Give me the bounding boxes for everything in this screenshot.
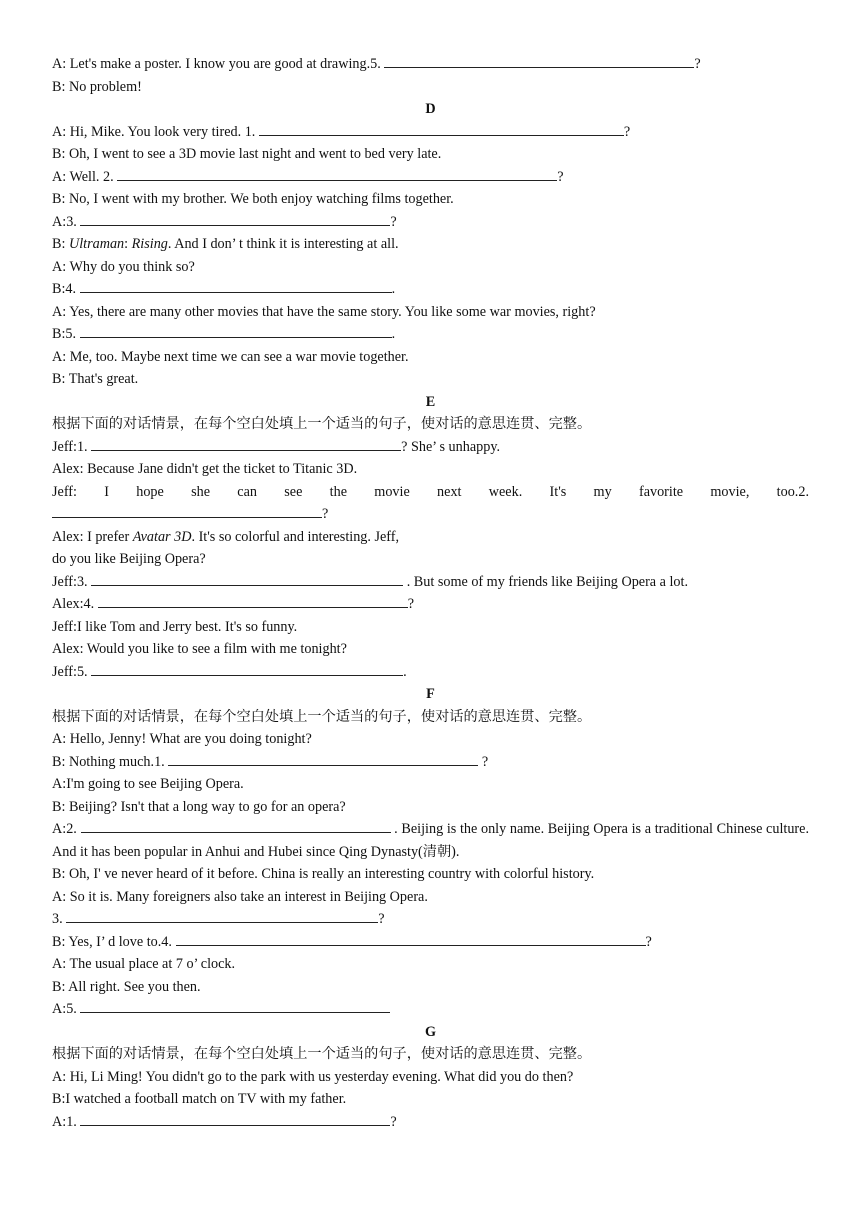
dialogue-line: [52, 436, 809, 459]
line-text: A:5.: [52, 1001, 81, 1017]
dialogue-line: Alex: Because Jane didn't get the ticket to Titanic 3D.: [52, 461, 358, 477]
line-text: ?: [478, 753, 489, 770]
dialogue-line: [52, 751, 809, 774]
line-text: B:5.: [52, 326, 80, 342]
line-text: B:: [52, 236, 69, 252]
line-text: ?: [390, 213, 397, 230]
line-text: ?: [322, 506, 329, 522]
line-text: . And I don’ t think it is interesting at all.: [167, 236, 399, 252]
line-text: Alex:4.: [52, 596, 98, 612]
line-text: A: Well. 2.: [52, 168, 118, 185]
line-text: A: Let's make a poster. I know you are good at drawing.5.: [52, 56, 385, 72]
answer-blank[interactable]: [168, 752, 478, 766]
line-text: A:2.: [52, 821, 81, 837]
line-text: ?: [645, 933, 652, 950]
line-text: A: Hi, Mike. You look very tired. 1.: [52, 123, 259, 140]
line-text: B: Yes, I’ d love to.4.: [52, 933, 176, 950]
dialogue-line: Jeff: I hope she can see the movie next week. It's my favorite movie, too.2.: [52, 483, 809, 500]
line-text: Jeff:3.: [52, 573, 92, 590]
section-instruction: 根据下面的对话情景，在每个空白处填上一个适当的句子，使对话的意思连贯、完整。: [52, 416, 592, 432]
line-text: ?: [378, 911, 385, 927]
movie-title: Avatar 3D: [132, 528, 192, 545]
dialogue-line: [52, 503, 809, 526]
section-instruction: 根据下面的对话情景，在每个空白处填上一个适当的句子，使对话的意思连贯、完整。: [52, 1046, 592, 1062]
dialogue-line: [52, 211, 809, 234]
dialogue-line: [52, 818, 809, 863]
line-text: ?: [407, 596, 415, 612]
dialogue-line: [52, 121, 809, 144]
dialogue-line: [52, 593, 809, 616]
answer-blank[interactable]: [66, 909, 378, 923]
line-text: Jeff:1.: [52, 438, 92, 455]
line-text: . Beijing is the only name. Beijing Opera is a traditional Chinese culture. And it has been popular in Anhui and Hubei since Qing Dynasty(清朝).: [52, 821, 809, 860]
line-text: Alex: I prefer: [52, 528, 133, 545]
answer-blank[interactable]: [91, 437, 401, 451]
answer-blank[interactable]: [52, 504, 322, 518]
answer-blank[interactable]: [80, 212, 390, 226]
line-text: B:4.: [52, 281, 80, 297]
line-text: Jeff:5.: [52, 663, 92, 680]
section-instruction: 根据下面的对话情景，在每个空白处填上一个适当的句子，使对话的意思连贯、完整。: [52, 708, 592, 725]
dialogue-line: [52, 661, 809, 684]
dialogue-line: A: Hi, Li Ming! You didn't go to the park with us yesterday evening. What did you do then?: [52, 1068, 574, 1085]
dialogue-line: Alex: Would you like to see a film with me tonight?: [52, 641, 347, 657]
line-text: ? She’ s unhappy.: [401, 438, 501, 455]
line-text: ?: [390, 1113, 397, 1130]
answer-blank[interactable]: [81, 819, 391, 833]
dialogue-line: B:I watched a football match on TV with my father.: [52, 1091, 347, 1107]
line-text: A:3.: [52, 213, 81, 230]
dialogue-line: [52, 166, 809, 189]
line-text: 3.: [52, 911, 67, 927]
dialogue-line: A: Yes, there are many other movies that have the same story. You like some war movies, right?: [52, 303, 596, 320]
dialogue-line: [52, 233, 809, 256]
dialogue-line: [52, 998, 809, 1021]
dialogue-line: Jeff:I like Tom and Jerry best. It's so funny.: [52, 618, 298, 635]
section-heading-d: D: [425, 101, 436, 117]
dialogue-line: B: That's great.: [52, 371, 139, 387]
section-heading-f: F: [426, 686, 435, 702]
line-text: ?: [623, 123, 631, 140]
answer-blank[interactable]: [98, 594, 408, 608]
answer-blank[interactable]: [259, 122, 624, 136]
section-heading-e: E: [425, 393, 436, 410]
worksheet-page: [52, 53, 809, 1133]
dialogue-line: B: Oh, I' ve never heard of it before. China is really an interesting country with colorful history.: [52, 866, 595, 882]
answer-blank[interactable]: [91, 662, 403, 676]
answer-blank[interactable]: [80, 279, 392, 293]
dialogue-line: B: Oh, I went to see a 3D movie last night and went to bed very late.: [52, 146, 442, 162]
line-text: ?: [557, 168, 564, 185]
dialogue-line: A:I'm going to see Beijing Opera.: [52, 776, 244, 792]
answer-blank[interactable]: [91, 572, 403, 586]
dialogue-line: A: Hello, Jenny! What are you doing tonight?: [52, 731, 312, 747]
line-text: ?: [694, 56, 701, 72]
movie-title: Ultraman: [68, 236, 125, 252]
movie-title: Rising: [131, 236, 168, 252]
answer-blank[interactable]: [176, 932, 646, 946]
dialogue-line: [52, 571, 809, 594]
section-heading-g: G: [424, 1023, 437, 1040]
dialogue-line: A: Why do you think so?: [52, 258, 195, 275]
answer-blank[interactable]: [80, 999, 390, 1013]
line-text: B: Nothing much.1.: [52, 753, 169, 770]
dialogue-line: B: Beijing? Isn't that a long way to go for an opera?: [52, 798, 346, 815]
dialogue-line: [52, 526, 809, 549]
answer-blank[interactable]: [80, 324, 392, 338]
dialogue-line: [52, 323, 809, 346]
line-text: .: [391, 281, 396, 297]
dialogue-line: B: No problem!: [52, 78, 142, 95]
dialogue-line: [52, 931, 809, 954]
dialogue-line: do you like Beijing Opera?: [52, 551, 206, 567]
answer-blank[interactable]: [117, 167, 557, 181]
line-text: .: [391, 326, 396, 342]
line-text: . It's so colorful and interesting. Jeff,: [191, 528, 400, 545]
line-text: . But some of my friends like Beijing Opera a lot.: [403, 573, 689, 590]
line-text: A:1.: [52, 1113, 81, 1130]
answer-blank[interactable]: [384, 54, 694, 68]
answer-blank[interactable]: [80, 1112, 390, 1126]
line-text: .: [403, 663, 407, 680]
dialogue-line: B: No, I went with my brother. We both enjoy watching films together.: [52, 191, 454, 207]
dialogue-line: B: All right. See you then.: [52, 978, 201, 995]
dialogue-line: [52, 53, 809, 76]
dialogue-line: A: So it is. Many foreigners also take an interest in Beijing Opera.: [52, 888, 428, 905]
dialogue-line: A: Me, too. Maybe next time we can see a war movie together.: [52, 348, 409, 365]
dialogue-line: A: The usual place at 7 o’ clock.: [52, 956, 236, 972]
dialogue-line: [52, 908, 809, 931]
line-text: :: [124, 236, 132, 252]
dialogue-line: [52, 278, 809, 301]
dialogue-line: [52, 1111, 809, 1134]
